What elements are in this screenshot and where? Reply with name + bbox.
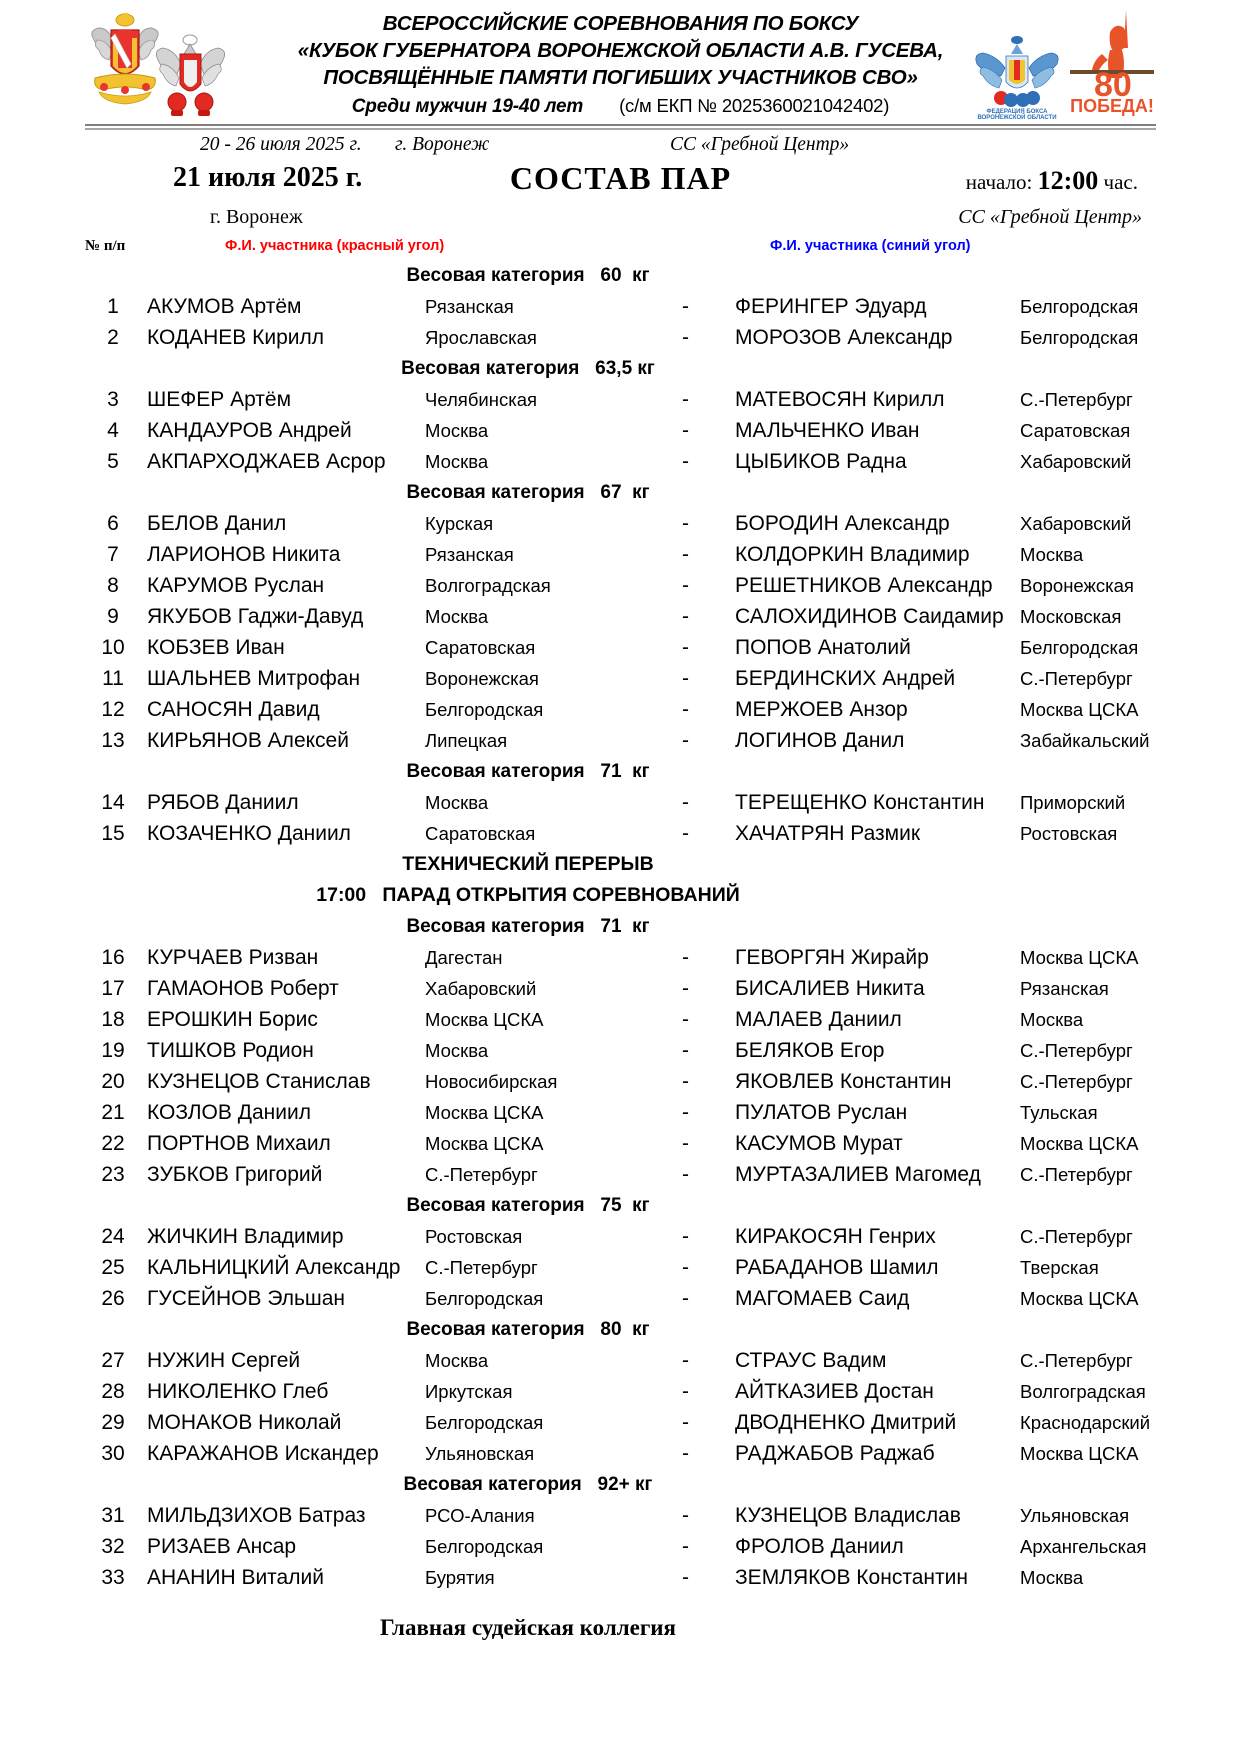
blue-corner-region: Приморский bbox=[1020, 792, 1126, 813]
svg-text:ВОРОНЕЖСКОЙ ОБЛАСТИ: ВОРОНЕЖСКОЙ ОБЛАСТИ bbox=[977, 115, 1057, 120]
bout-number: 17 bbox=[101, 977, 125, 1000]
blue-corner-name: МЕРЖОЕВ Анзор bbox=[735, 698, 908, 721]
start-unit: час. bbox=[1103, 170, 1138, 194]
bout-number: 3 bbox=[107, 388, 119, 411]
weight-category-header: Весовая категория 63,5 кг bbox=[401, 358, 655, 379]
red-corner-region: Белгородская bbox=[425, 699, 544, 720]
red-corner-region: Челябинская bbox=[425, 389, 538, 410]
blue-corner-region: Белгородская bbox=[1020, 327, 1139, 348]
blue-corner-region: Тверская bbox=[1020, 1257, 1099, 1278]
versus-separator: - bbox=[682, 1442, 689, 1465]
blue-corner-region: Хабаровский bbox=[1020, 513, 1132, 534]
blue-corner-region: С.-Петербург bbox=[1020, 668, 1133, 689]
weight-category-header: Весовая категория 75 кг bbox=[406, 1195, 650, 1216]
red-corner-region: Москва bbox=[425, 1350, 489, 1371]
bout-number: 5 bbox=[107, 450, 119, 473]
table-row bbox=[85, 1407, 1156, 1438]
bout-number: 13 bbox=[101, 729, 125, 752]
blue-corner-name: ТЕРЕЩЕНКО Константин bbox=[735, 791, 985, 814]
blue-corner-region: С.-Петербург bbox=[1020, 389, 1133, 410]
blue-corner-region: Рязанская bbox=[1020, 978, 1109, 999]
versus-separator: - bbox=[682, 977, 689, 1000]
blue-corner-region: Краснодарский bbox=[1020, 1412, 1151, 1433]
80-years-victory-logo bbox=[1066, 8, 1156, 116]
page-title: СОСТАВ ПАР bbox=[509, 160, 732, 196]
versus-separator: - bbox=[682, 450, 689, 473]
red-corner-name: АКУМОВ Артём bbox=[147, 295, 302, 318]
red-corner-region: Москва bbox=[425, 451, 489, 472]
table-row bbox=[85, 1159, 1156, 1190]
table-row bbox=[85, 1097, 1156, 1128]
versus-separator: - bbox=[682, 946, 689, 969]
red-corner-region: Бурятия bbox=[425, 1567, 495, 1588]
versus-separator: - bbox=[682, 1163, 689, 1186]
red-corner-region: Москва ЦСКА bbox=[425, 1102, 544, 1123]
red-corner-name: АКПАРХОДЖАЕВ Асрор bbox=[147, 450, 386, 473]
bout-number: 20 bbox=[101, 1070, 125, 1093]
table-row bbox=[85, 694, 1156, 725]
column-header-blue-corner: Ф.И. участника (синий угол) bbox=[770, 238, 971, 254]
table-row bbox=[85, 1562, 1156, 1593]
svg-text:ПОБЕДА!: ПОБЕДА! bbox=[1070, 96, 1154, 116]
weight-category-header: Весовая категория 60 кг bbox=[406, 265, 650, 286]
blue-corner-region: С.-Петербург bbox=[1020, 1040, 1133, 1061]
blue-corner-region: Белгородская bbox=[1020, 296, 1139, 317]
red-corner-region: Иркутская bbox=[425, 1381, 513, 1402]
blue-corner-name: КАСУМОВ Мурат bbox=[735, 1132, 903, 1155]
blue-corner-region: Москва bbox=[1020, 1009, 1084, 1030]
bout-number: 14 bbox=[101, 791, 125, 814]
red-corner-name: КИРЬЯНОВ Алексей bbox=[147, 729, 349, 752]
blue-corner-name: САЛОХИДИНОВ Саидамир bbox=[735, 605, 1004, 628]
blue-corner-region: С.-Петербург bbox=[1020, 1350, 1133, 1371]
blue-corner-name: РАБАДАНОВ Шамил bbox=[735, 1256, 939, 1279]
versus-separator: - bbox=[682, 605, 689, 628]
title-line-1: ВСЕРОССИЙСКИЕ СОРЕВНОВАНИЯ ПО БОКСУ bbox=[382, 12, 859, 35]
versus-separator: - bbox=[682, 1008, 689, 1031]
versus-separator: - bbox=[682, 574, 689, 597]
table-row bbox=[85, 1531, 1156, 1562]
bout-number: 9 bbox=[107, 605, 119, 628]
start-time-value: 12:00 bbox=[1037, 166, 1099, 195]
main-title-row-2 bbox=[85, 206, 1156, 236]
versus-separator: - bbox=[682, 326, 689, 349]
blue-corner-name: ЗЕМЛЯКОВ Константин bbox=[735, 1566, 968, 1589]
blue-corner-name: МУРТАЗАЛИЕВ Магомед bbox=[735, 1163, 981, 1186]
versus-separator: - bbox=[682, 543, 689, 566]
red-corner-name: КАНДАУРОВ Андрей bbox=[147, 419, 352, 442]
red-corner-name: КОБЗЕВ Иван bbox=[147, 636, 285, 659]
bout-number: 28 bbox=[101, 1380, 125, 1403]
bout-number: 25 bbox=[101, 1256, 125, 1279]
red-corner-name: ЯКУБОВ Гаджи-Давуд bbox=[147, 605, 364, 628]
table-row bbox=[85, 539, 1156, 570]
versus-separator: - bbox=[682, 295, 689, 318]
blue-corner-name: МАЛЬЧЕНКО Иван bbox=[735, 419, 920, 442]
table-column-headers bbox=[85, 236, 1156, 260]
table-row bbox=[85, 1345, 1156, 1376]
table-row bbox=[85, 1252, 1156, 1283]
event-city: г. Воронеж bbox=[395, 134, 490, 155]
red-corner-name: КАРУМОВ Руслан bbox=[147, 574, 325, 597]
table-row bbox=[85, 291, 1156, 322]
blue-corner-name: БЕРДИНСКИХ Андрей bbox=[735, 667, 956, 690]
red-corner-region: Ярославская bbox=[425, 327, 537, 348]
bout-number: 6 bbox=[107, 512, 119, 535]
table-row bbox=[85, 1438, 1156, 1469]
versus-separator: - bbox=[682, 1349, 689, 1372]
red-corner-region: Москва ЦСКА bbox=[425, 1133, 544, 1154]
red-corner-region: РСО-Алания bbox=[425, 1505, 535, 1526]
red-corner-name: КУЗНЕЦОВ Станислав bbox=[147, 1070, 371, 1093]
blue-corner-region: Москва ЦСКА bbox=[1020, 1133, 1139, 1154]
bout-number: 8 bbox=[107, 574, 119, 597]
blue-corner-name: ПОПОВ Анатолий bbox=[735, 636, 911, 659]
blue-corner-name: ХАЧАТРЯН Размик bbox=[735, 822, 921, 845]
bout-number: 24 bbox=[101, 1225, 125, 1248]
blue-corner-region: Ульяновская bbox=[1020, 1505, 1130, 1526]
red-corner-region: С.-Петербург bbox=[425, 1257, 538, 1278]
table-row bbox=[85, 725, 1156, 756]
bout-number: 30 bbox=[101, 1442, 125, 1465]
schedule-note: 17:00 ПАРАД ОТКРЫТИЯ СОРЕВНОВАНИЙ bbox=[316, 884, 740, 906]
table-row bbox=[85, 1035, 1156, 1066]
table-row bbox=[85, 1500, 1156, 1531]
blue-corner-name: ФЕРИНГЕР Эдуард bbox=[735, 295, 927, 318]
red-corner-region: Москва bbox=[425, 420, 489, 441]
red-corner-region: Саратовская bbox=[425, 823, 536, 844]
blue-corner-name: ФРОЛОВ Даниил bbox=[735, 1535, 904, 1558]
versus-separator: - bbox=[682, 636, 689, 659]
session-start-time bbox=[966, 166, 1138, 196]
blue-corner-name: ЦЫБИКОВ Радна bbox=[735, 450, 907, 473]
versus-separator: - bbox=[682, 388, 689, 411]
red-corner-name: РИЗАЕВ Ансар bbox=[147, 1535, 297, 1558]
versus-separator: - bbox=[682, 1411, 689, 1434]
versus-separator: - bbox=[682, 1287, 689, 1310]
red-corner-name: АНАНИН Виталий bbox=[147, 1566, 324, 1589]
ekp-code: (с/м ЕКП № 2025360021042402) bbox=[619, 95, 890, 116]
versus-separator: - bbox=[682, 667, 689, 690]
table-row bbox=[85, 570, 1156, 601]
table-row bbox=[85, 1128, 1156, 1159]
weight-category-header: Весовая категория 67 кг bbox=[406, 482, 650, 503]
bout-number: 26 bbox=[101, 1287, 125, 1310]
blue-corner-name: ПУЛАТОВ Руслан bbox=[735, 1101, 908, 1124]
bout-number: 27 bbox=[101, 1349, 125, 1372]
red-corner-region: Ростовская bbox=[425, 1226, 523, 1247]
red-corner-name: КУРЧАЕВ Ризван bbox=[147, 946, 319, 969]
blue-corner-region: Московская bbox=[1020, 606, 1122, 627]
red-corner-name: ЗУБКОВ Григорий bbox=[147, 1163, 323, 1186]
blue-corner-region: Тульская bbox=[1020, 1102, 1098, 1123]
column-header-red-corner: Ф.И. участника (красный угол) bbox=[225, 238, 445, 254]
bout-number: 29 bbox=[101, 1411, 125, 1434]
red-corner-name: ШАЛЬНЕВ Митрофан bbox=[147, 667, 361, 690]
red-corner-region: Новосибирская bbox=[425, 1071, 558, 1092]
red-corner-region: Дагестан bbox=[425, 947, 503, 968]
table-row bbox=[85, 508, 1156, 539]
blue-corner-name: МОРОЗОВ Александр bbox=[735, 326, 953, 349]
red-corner-name: ТИШКОВ Родион bbox=[147, 1039, 314, 1062]
blue-corner-name: МАЛАЕВ Даниил bbox=[735, 1008, 902, 1031]
blue-corner-name: ЛОГИНОВ Данил bbox=[735, 729, 905, 752]
blue-corner-region: Москва bbox=[1020, 1567, 1084, 1588]
bout-number: 19 bbox=[101, 1039, 125, 1062]
versus-separator: - bbox=[682, 1225, 689, 1248]
red-corner-name: ПОРТНОВ Михаил bbox=[147, 1132, 331, 1155]
red-corner-name: ЛАРИОНОВ Никита bbox=[147, 543, 341, 566]
blue-corner-region: Москва ЦСКА bbox=[1020, 947, 1139, 968]
blue-corner-name: ЯКОВЛЕВ Константин bbox=[735, 1070, 952, 1093]
session-city: г. Воронеж bbox=[210, 206, 303, 228]
red-corner-name: ГУСЕЙНОВ Эльшан bbox=[147, 1287, 346, 1310]
session-venue: СС «Гребной Центр» bbox=[958, 206, 1142, 228]
blue-corner-region: Москва bbox=[1020, 544, 1084, 565]
versus-separator: - bbox=[682, 1101, 689, 1124]
blue-corner-name: БОРОДИН Александр bbox=[735, 512, 950, 535]
bout-number: 21 bbox=[101, 1101, 125, 1124]
red-corner-region: Липецкая bbox=[425, 730, 508, 751]
blue-corner-name: МАГОМАЕВ Саид bbox=[735, 1287, 910, 1310]
russian-boxing-federation-logo bbox=[153, 30, 228, 120]
jury-footer: Главная судейская коллегия bbox=[380, 1615, 676, 1640]
event-subheader bbox=[85, 130, 1156, 162]
red-corner-region: Белгородская bbox=[425, 1412, 544, 1433]
table-row bbox=[85, 632, 1156, 663]
versus-separator: - bbox=[682, 1132, 689, 1155]
bouts-table bbox=[85, 260, 1156, 1593]
weight-category-header: Весовая категория 71 кг bbox=[406, 761, 650, 782]
blue-corner-name: ДВОДНЕНКО Дмитрий bbox=[735, 1411, 957, 1434]
svg-text:80: 80 bbox=[1094, 66, 1132, 104]
table-row bbox=[85, 601, 1156, 632]
blue-corner-name: МАТЕВОСЯН Кирилл bbox=[735, 388, 945, 411]
red-corner-region: Курская bbox=[425, 513, 494, 534]
red-corner-name: КОЗАЧЕНКО Даниил bbox=[147, 822, 351, 845]
bout-number: 33 bbox=[101, 1566, 125, 1589]
red-corner-name: НУЖИН Сергей bbox=[147, 1349, 301, 1372]
blue-corner-region: Москва ЦСКА bbox=[1020, 1288, 1139, 1309]
blue-corner-name: СТРАУС Вадим bbox=[735, 1349, 887, 1372]
blue-corner-name: КУЗНЕЦОВ Владислав bbox=[735, 1504, 961, 1527]
red-corner-name: ЖИЧКИН Владимир bbox=[147, 1225, 344, 1248]
main-title-row bbox=[85, 162, 1156, 206]
table-row bbox=[85, 973, 1156, 1004]
weight-category-header: Весовая категория 92+ кг bbox=[403, 1474, 653, 1495]
bout-number: 10 bbox=[101, 636, 125, 659]
age-group-label: Среди мужчин 19-40 лет bbox=[351, 96, 584, 117]
red-corner-name: НИКОЛЕНКО Глеб bbox=[147, 1380, 329, 1403]
blue-corner-region: С.-Петербург bbox=[1020, 1164, 1133, 1185]
blue-corner-name: РАДЖАБОВ Раджаб bbox=[735, 1442, 935, 1465]
red-corner-region: Москва bbox=[425, 1040, 489, 1061]
versus-separator: - bbox=[682, 419, 689, 442]
bout-number: 31 bbox=[101, 1504, 125, 1527]
red-corner-region: Москва bbox=[425, 792, 489, 813]
blue-corner-region: Забайкальский bbox=[1020, 730, 1150, 751]
table-row bbox=[85, 663, 1156, 694]
bout-number: 18 bbox=[101, 1008, 125, 1031]
versus-separator: - bbox=[682, 1039, 689, 1062]
red-corner-name: МОНАКОВ Николай bbox=[147, 1411, 342, 1434]
title-line-3: ПОСВЯЩЁННЫЕ ПАМЯТИ ПОГИБШИХ УЧАСТНИКОВ СВО» bbox=[323, 66, 918, 89]
blue-corner-name: КИРАКОСЯН Генрих bbox=[735, 1225, 936, 1248]
red-corner-region: Москва ЦСКА bbox=[425, 1009, 544, 1030]
bout-number: 22 bbox=[101, 1132, 125, 1155]
schedule-note: ТЕХНИЧЕСКИЙ ПЕРЕРЫВ bbox=[402, 853, 654, 875]
blue-corner-region: Москва ЦСКА bbox=[1020, 1443, 1139, 1464]
table-row bbox=[85, 322, 1156, 353]
table-row bbox=[85, 818, 1156, 849]
event-dates: 20 - 26 июля 2025 г. bbox=[200, 134, 362, 155]
blue-corner-region: Белгородская bbox=[1020, 637, 1139, 658]
blue-corner-region: Воронежская bbox=[1020, 575, 1134, 596]
title-line-2: «КУБОК ГУБЕРНАТОРА ВОРОНЕЖСКОЙ ОБЛАСТИ А.В. ГУСЕВА, bbox=[297, 39, 944, 62]
bout-number: 7 bbox=[107, 543, 119, 566]
blue-corner-region: С.-Петербург bbox=[1020, 1071, 1133, 1092]
blue-corner-region: Архангельская bbox=[1020, 1536, 1147, 1557]
blue-corner-region: С.-Петербург bbox=[1020, 1226, 1133, 1247]
table-row bbox=[85, 446, 1156, 477]
blue-corner-name: РЕШЕТНИКОВ Александр bbox=[735, 574, 993, 597]
blue-corner-region: Хабаровский bbox=[1020, 451, 1132, 472]
red-corner-region: Саратовская bbox=[425, 637, 536, 658]
bout-number: 23 bbox=[101, 1163, 125, 1186]
bout-number: 32 bbox=[101, 1535, 125, 1558]
red-corner-region: Белгородская bbox=[425, 1536, 544, 1557]
blue-corner-region: Саратовская bbox=[1020, 420, 1131, 441]
versus-separator: - bbox=[682, 1070, 689, 1093]
red-corner-region: Рязанская bbox=[425, 544, 514, 565]
table-row bbox=[85, 1283, 1156, 1314]
bout-number: 15 bbox=[101, 822, 125, 845]
red-corner-name: САНОСЯН Давид bbox=[147, 698, 320, 721]
versus-separator: - bbox=[682, 698, 689, 721]
red-corner-region: Рязанская bbox=[425, 296, 514, 317]
blue-corner-name: АЙТКАЗИЕВ Достан bbox=[735, 1380, 934, 1403]
red-corner-name: КАРАЖАНОВ Искандер bbox=[147, 1442, 379, 1465]
versus-separator: - bbox=[682, 1256, 689, 1279]
blue-corner-region: Ростовская bbox=[1020, 823, 1118, 844]
versus-separator: - bbox=[682, 512, 689, 535]
voronezh-region-boxing-federation-logo bbox=[973, 28, 1061, 120]
blue-corner-name: БИСАЛИЕВ Никита bbox=[735, 977, 925, 1000]
red-corner-region: Хабаровский bbox=[425, 978, 537, 999]
red-corner-name: КОЗЛОВ Даниил bbox=[147, 1101, 311, 1124]
versus-separator: - bbox=[682, 822, 689, 845]
bout-number: 12 bbox=[101, 698, 125, 721]
red-corner-region: Ульяновская bbox=[425, 1443, 535, 1464]
versus-separator: - bbox=[682, 729, 689, 752]
column-header-number: № п/п bbox=[85, 238, 126, 254]
red-corner-name: РЯБОВ Даниил bbox=[147, 791, 299, 814]
bout-number: 11 bbox=[102, 667, 124, 690]
blue-corner-region: Москва ЦСКА bbox=[1020, 699, 1139, 720]
start-label: начало: bbox=[965, 170, 1033, 194]
weight-category-header: Весовая категория 80 кг bbox=[406, 1319, 650, 1340]
table-row bbox=[85, 1066, 1156, 1097]
table-row bbox=[85, 415, 1156, 446]
bout-number: 1 bbox=[107, 295, 119, 318]
blue-corner-name: БЕЛЯКОВ Егор bbox=[735, 1039, 885, 1062]
red-corner-name: МИЛЬДЗИХОВ Батраз bbox=[147, 1504, 366, 1527]
red-corner-region: Воронежская bbox=[425, 668, 539, 689]
table-row bbox=[85, 942, 1156, 973]
versus-separator: - bbox=[682, 1566, 689, 1589]
bout-number: 16 bbox=[101, 946, 125, 969]
red-corner-region: Москва bbox=[425, 606, 489, 627]
versus-separator: - bbox=[682, 1504, 689, 1527]
document-header bbox=[85, 0, 1156, 122]
event-venue: СС «Гребной Центр» bbox=[670, 134, 850, 155]
svg-text:ФЕДЕРАЦИЯ БОКСА: ФЕДЕРАЦИЯ БОКСА bbox=[986, 109, 1048, 115]
table-row bbox=[85, 384, 1156, 415]
weight-category-header: Весовая категория 71 кг bbox=[406, 916, 650, 937]
table-row bbox=[85, 1004, 1156, 1035]
versus-separator: - bbox=[682, 791, 689, 814]
bout-number: 4 bbox=[107, 419, 119, 442]
red-corner-name: ШЕФЕР Артём bbox=[147, 388, 292, 411]
bout-number: 2 bbox=[107, 326, 119, 349]
red-corner-region: Волгоградская bbox=[425, 575, 551, 596]
blue-corner-name: КОЛДОРКИН Владимир bbox=[735, 543, 970, 566]
red-corner-region: Белгородская bbox=[425, 1288, 544, 1309]
session-date: 21 июля 2025 г. bbox=[173, 162, 363, 193]
red-corner-name: БЕЛОВ Данил bbox=[147, 512, 287, 535]
versus-separator: - bbox=[682, 1535, 689, 1558]
table-row bbox=[85, 787, 1156, 818]
versus-separator: - bbox=[682, 1380, 689, 1403]
blue-corner-region: Волгоградская bbox=[1020, 1381, 1146, 1402]
red-corner-name: КОДАНЕВ Кирилл bbox=[147, 326, 324, 349]
red-corner-region: С.-Петербург bbox=[425, 1164, 538, 1185]
red-corner-name: ЕРОШКИН Борис bbox=[147, 1008, 318, 1031]
blue-corner-name: ГЕВОРГЯН Жирайр bbox=[735, 946, 929, 969]
red-corner-name: ГАМАОНОВ Роберт bbox=[147, 977, 339, 1000]
table-row bbox=[85, 1221, 1156, 1252]
table-row bbox=[85, 1376, 1156, 1407]
red-corner-name: КАЛЬНИЦКИЙ Александр bbox=[147, 1256, 401, 1279]
